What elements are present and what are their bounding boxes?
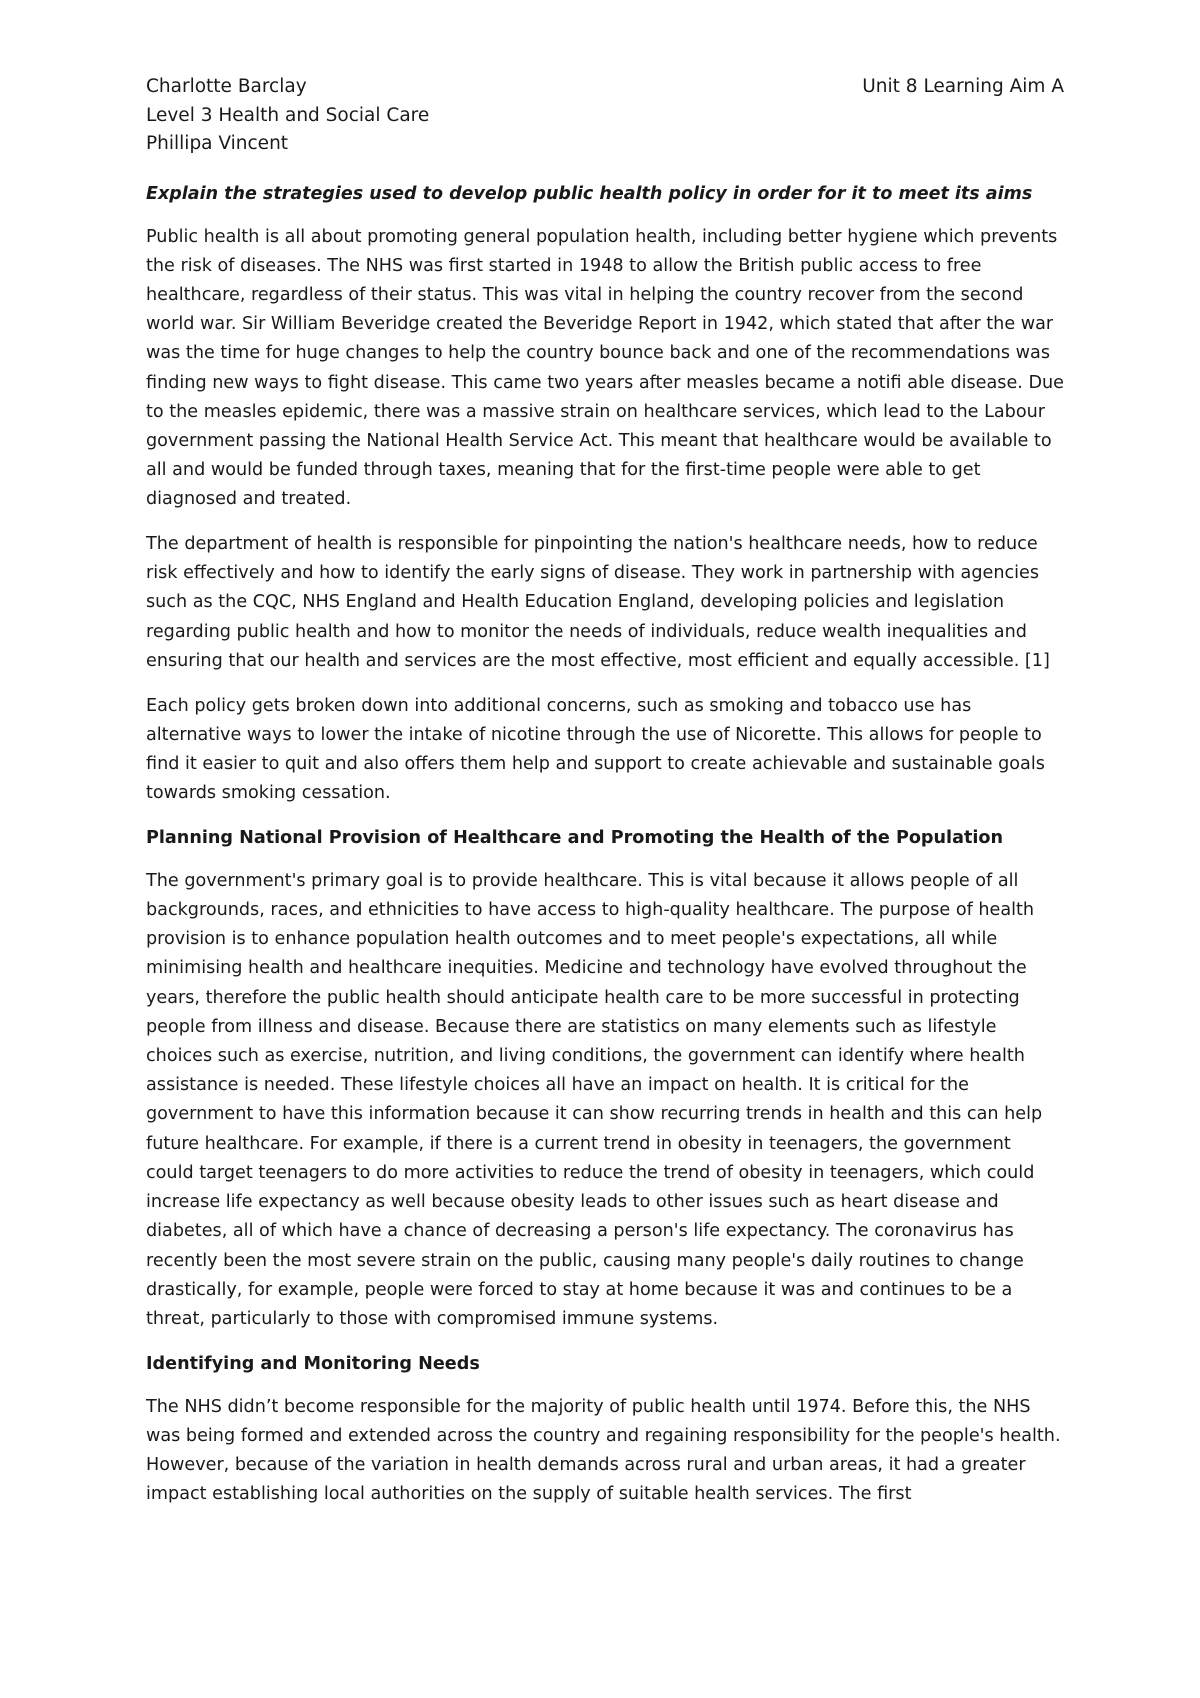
planning-paragraph-1: The government's primary goal is to provide healthcare. This is vital because it allows people of all backgrounds, races, and ethnicities to have access to high-quality healthcare. The purpose of health provision is to enhance population health outcomes and to meet people's expectations, all while minimising health and healthcare inequities. Medicine and technology have evolved throughout the years, therefore the public health should anticipate health care to be more successful in protecting people from illness and disease. Because there are statistics on many elements such as lifestyle choices such as exercise, nutrition, and living conditions, the government can identify where health assistance is needed. These lifestyle choices all have an impact on health. It is critical for the government to have this information because it can show recurring trends in health and this can help future healthcare. For example, if there is a current trend in obesity in teenagers, the government could target teenagers to do more activities to reduce the trend of obesity in teenagers, which could increase life expectancy as well because obesity leads to other issues such as heart disease and diabetes, all of which have a chance of decreasing a person's life expectancy. The coronavirus has recently been the most severe strain on the public, causing many people's daily routines to change drastically, for example, people were forced to stay at home because it was and continues to be a threat, particularly to those with compromised immune systems. xyxy=(146,870,1043,1329)
intro-paragraph-1: Public health is all about promoting general population health, including better hygiene which prevents the risk of diseases. The NHS was first started in 1948 to allow the British public access to free healthcare, regardless of their status. This was vital in helping the country recover from the second world war. Sir William Beveridge created the Beveridge Report in 1942, which stated that after the war was the time for huge changes to help the country bounce back and one of the recommendations was finding new ways to fight disease. This came two years after measles became a notifi able disease. Due to the measles epidemic, there was a massive strain on healthcare services, which lead to the Labour government passing the National Health Service Act. This meant that healthcare would be available to all and would be funded through taxes, meaning that for the first-time people were able to get diagnosed and treated. xyxy=(146,226,1064,510)
section-heading-planning: Planning National Provision of Healthcare and Promoting the Health of the Population xyxy=(146,827,1004,848)
document-title: Explain the strategies used to develop public health policy in order for it to meet its aims xyxy=(146,183,1033,204)
unit-label: Unit 8 Learning Aim A xyxy=(862,76,1064,97)
document-page xyxy=(146,73,1064,1525)
teacher-name: Phillipa Vincent xyxy=(146,133,289,154)
document-header xyxy=(146,73,1064,159)
course-name: Level 3 Health and Social Care xyxy=(146,104,430,126)
author-name: Charlotte Barclay xyxy=(146,76,307,97)
section-heading-monitoring: Identifying and Monitoring Needs xyxy=(146,1353,480,1374)
monitoring-paragraph-1: The NHS didn’t become responsible for the majority of public health until 1974. Before this, the NHS was being formed and extended across the country and regaining responsibility for the people's health. However, because of the variation in health demands across rural and urban areas, it had a greater impact establishing local authorities on the supply of suitable health services. The first xyxy=(146,1396,1061,1505)
intro-paragraph-2: The department of health is responsible for pinpointing the nation's healthcare needs, how to reduce risk effectively and how to identify the early signs of disease. They work in partnership with agencies such as the CQC, NHS England and Health Education England, developing policies and legislation regarding public health and how to monitor the needs of individuals, reduce wealth inequalities and ensuring that our health and services are the most effective, most efficient and equally accessible. [1] xyxy=(146,534,1050,671)
intro-paragraph-3: Each policy gets broken down into additional concerns, such as smoking and tobacco use has alternative ways to lower the intake of nicotine through the use of Nicorette. This allows for people to find it easier to quit and also offers them help and support to create achievable and sustainable goals towards smoking cessation. xyxy=(146,695,1045,804)
